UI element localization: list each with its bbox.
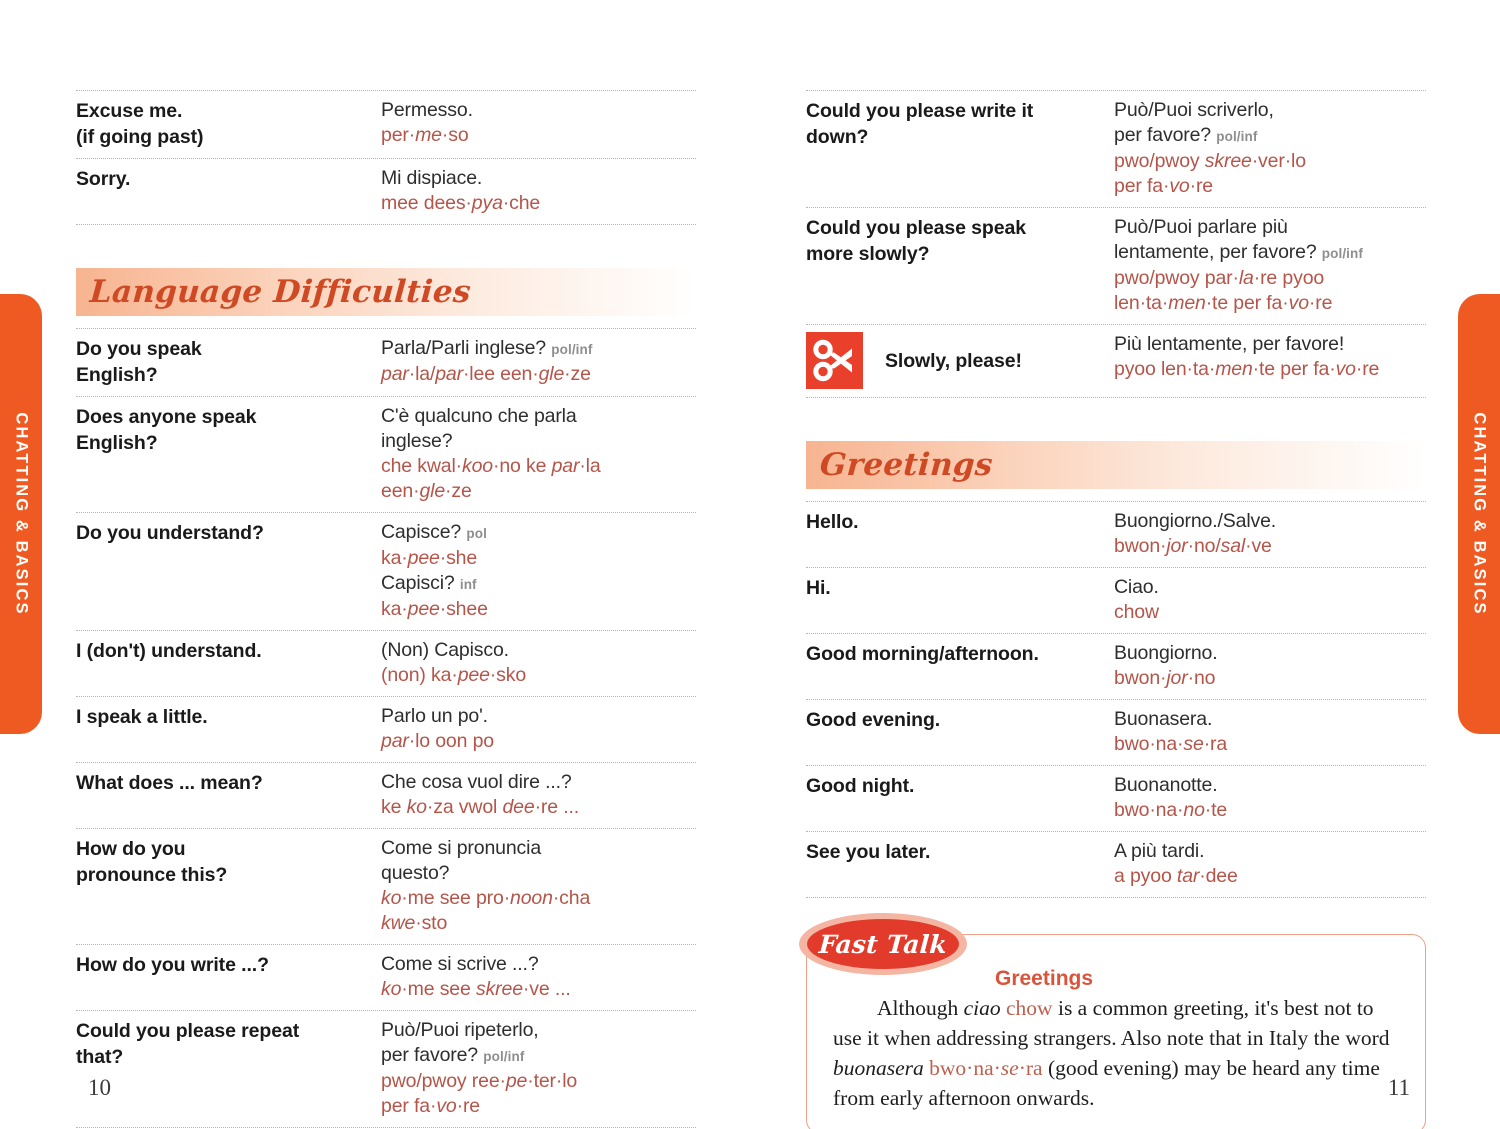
english-phrase: See you later. bbox=[806, 841, 931, 863]
phrase-row bbox=[76, 945, 696, 1011]
fast-talk-callout bbox=[806, 929, 1426, 1129]
register-tag: pol bbox=[466, 526, 487, 541]
italian-phrase-cell bbox=[381, 952, 696, 1002]
register-tag: pol/inf bbox=[1321, 246, 1363, 261]
pronunciation: ke ko·za vwol dee·re ... bbox=[381, 796, 580, 818]
english-phrase: Good morning/afternoon. bbox=[806, 643, 1039, 665]
italian-phrase-cell bbox=[1114, 641, 1426, 691]
italian-phrase-cell bbox=[1114, 215, 1426, 316]
italian-phrase-cell bbox=[381, 770, 696, 820]
english-phrase: Hi. bbox=[806, 577, 831, 599]
right-top-phrase-table bbox=[806, 90, 1426, 398]
english-phrase: I speak a little. bbox=[76, 706, 208, 728]
english-phrase-cell bbox=[76, 98, 381, 150]
english-phrase-cell bbox=[76, 952, 381, 978]
fast-talk-badge-label: Fast Talk bbox=[818, 929, 948, 959]
italian-phrase: A più tardi. bbox=[1114, 840, 1205, 862]
english-phrase-cell bbox=[806, 98, 1114, 150]
pronunciation: (non) ka·pee·sko bbox=[381, 664, 527, 686]
english-phrase-cell bbox=[76, 770, 381, 796]
italian-phrase-cell bbox=[1114, 98, 1426, 199]
english-phrase: Slowly, please! bbox=[885, 349, 1022, 372]
fast-talk-title: Greetings bbox=[995, 967, 1094, 990]
section-header-greetings bbox=[806, 441, 1426, 489]
phrase-row bbox=[806, 700, 1426, 766]
english-phrase-cell bbox=[76, 638, 381, 664]
language-difficulties-table bbox=[76, 328, 696, 1128]
english-phrase: Excuse me. (if going past) bbox=[76, 100, 204, 148]
italian-phrase: Buongiorno. bbox=[1114, 642, 1218, 664]
register-tag: pol/inf bbox=[1216, 129, 1258, 144]
italian-phrase: Buonanotte. bbox=[1114, 774, 1218, 796]
english-phrase: Could you please write it down? bbox=[806, 100, 1034, 148]
pronunciation: len·ta·men·te per fa·vo·re bbox=[1114, 292, 1333, 314]
phrase-row bbox=[806, 766, 1426, 832]
italian-phrase: Ciao. bbox=[1114, 576, 1159, 598]
english-phrase: Could you please speak more slowly? bbox=[806, 217, 1026, 265]
register-tag: inf bbox=[459, 577, 477, 592]
english-phrase: Could you please repeat that? bbox=[76, 1020, 300, 1068]
italian-phrase-cell bbox=[381, 638, 696, 688]
phrase-row bbox=[76, 91, 696, 159]
left-page bbox=[76, 90, 696, 1128]
pronunciation: een·gle·ze bbox=[381, 480, 472, 502]
english-phrase: I (don't) understand. bbox=[76, 640, 262, 662]
phrase-row bbox=[806, 634, 1426, 700]
english-phrase-cell bbox=[76, 520, 381, 546]
register-tag: pol/inf bbox=[483, 1049, 525, 1064]
italian-phrase: questo? bbox=[381, 862, 450, 884]
english-phrase: Do you speak English? bbox=[76, 338, 202, 386]
italian-phrase-cell bbox=[381, 1018, 696, 1119]
english-phrase: How do you write ...? bbox=[76, 954, 269, 976]
italian-phrase: Può/Puoi scriverlo, bbox=[1114, 99, 1274, 121]
phrase-row bbox=[806, 502, 1426, 568]
italian-phrase: Buonasera. bbox=[1114, 708, 1213, 730]
english-phrase-cell bbox=[76, 166, 381, 192]
side-tab-left-label: CHATTING & BASICS bbox=[12, 412, 31, 616]
phrase-row bbox=[76, 697, 696, 763]
english-phrase: Does anyone speak English? bbox=[76, 406, 257, 454]
pronunciation: mee dees·pya·che bbox=[381, 192, 541, 214]
phrase-row bbox=[76, 631, 696, 697]
italian-phrase-cell bbox=[1114, 773, 1426, 823]
left-top-phrase-table bbox=[76, 90, 696, 225]
pronunciation: pyoo len·ta·men·te per fa·vo·re bbox=[1114, 358, 1380, 380]
english-phrase-cell bbox=[806, 575, 1114, 601]
italian-phrase: Parlo un po'. bbox=[381, 705, 488, 727]
italian-phrase: Mi dispiace. bbox=[381, 167, 483, 189]
italian-phrase: Può/Puoi ripeterlo, bbox=[381, 1019, 539, 1041]
fast-talk-badge bbox=[799, 913, 967, 975]
pronunciation: per fa·vo·re bbox=[381, 1095, 480, 1117]
italian-phrase: Può/Puoi parlare più bbox=[1114, 216, 1288, 238]
italian-phrase: lentamente, per favore? pol/inf bbox=[1114, 241, 1363, 263]
english-phrase-cell bbox=[76, 836, 381, 888]
english-phrase-cell bbox=[76, 336, 381, 388]
english-phrase: Good night. bbox=[806, 775, 915, 797]
pronunciation: per·me·so bbox=[381, 124, 469, 146]
phrase-row bbox=[806, 208, 1426, 325]
italian-phrase-cell bbox=[381, 520, 696, 622]
pronunciation: pwo/pwoy skree·ver·lo bbox=[1114, 150, 1306, 172]
pronunciation: bwon·jor·no bbox=[1114, 667, 1216, 689]
pronunciation: ka·pee·she bbox=[381, 547, 478, 569]
pronunciation: pwo/pwoy ree·pe·ter·lo bbox=[381, 1070, 578, 1092]
pronunciation: ka·pee·shee bbox=[381, 598, 488, 620]
section-header-language-difficulties bbox=[76, 268, 696, 316]
page-number-left: 10 bbox=[88, 1075, 111, 1100]
italian-phrase-cell bbox=[381, 98, 696, 148]
phrase-row bbox=[76, 159, 696, 225]
phrase-row bbox=[76, 397, 696, 513]
scissors-icon bbox=[806, 332, 863, 389]
italian-phrase: C'è qualcuno che parla bbox=[381, 405, 577, 427]
page-number-right: 11 bbox=[1387, 1075, 1410, 1100]
phrase-row bbox=[806, 325, 1426, 398]
english-phrase-cell bbox=[806, 707, 1114, 733]
english-phrase: Hello. bbox=[806, 511, 859, 533]
pronunciation: ko·me see skree·ve ... bbox=[381, 978, 571, 1000]
phrase-row bbox=[76, 329, 696, 397]
italian-phrase-cell bbox=[1114, 839, 1426, 889]
italian-phrase-cell bbox=[1114, 575, 1426, 625]
english-phrase-cell bbox=[806, 839, 1114, 865]
italian-phrase-cell bbox=[381, 704, 696, 754]
side-tab-right-label: CHATTING & BASICS bbox=[1470, 412, 1489, 616]
italian-phrase: Parla/Parli inglese? pol/inf bbox=[381, 337, 593, 359]
side-tab-left[interactable] bbox=[0, 294, 42, 734]
italian-phrase-cell bbox=[381, 404, 696, 504]
side-tab-right[interactable] bbox=[1458, 294, 1500, 734]
english-phrase-cell bbox=[806, 215, 1114, 267]
english-phrase-cell bbox=[76, 404, 381, 456]
section-title: Greetings bbox=[818, 447, 994, 483]
pronunciation: par·la/par·lee een·gle·ze bbox=[381, 363, 591, 385]
english-phrase: What does ... mean? bbox=[76, 772, 263, 794]
cutout-phrase-cell bbox=[806, 332, 1114, 389]
italian-phrase-cell bbox=[1114, 707, 1426, 757]
phrase-row bbox=[76, 763, 696, 829]
pronunciation: bwo·na·no·te bbox=[1114, 799, 1228, 821]
pronunciation: pwo/pwoy par·la·re pyoo bbox=[1114, 267, 1325, 289]
pronunciation: che kwal·koo·no ke par·la bbox=[381, 455, 601, 477]
section-title: Language Difficulties bbox=[88, 274, 473, 310]
english-phrase-cell bbox=[806, 641, 1114, 667]
english-phrase: How do you pronounce this? bbox=[76, 838, 228, 886]
italian-phrase: Buongiorno./Salve. bbox=[1114, 510, 1277, 532]
italian-phrase-cell bbox=[381, 166, 696, 216]
italian-phrase: per favore? pol/inf bbox=[1114, 124, 1258, 146]
italian-phrase: Che cosa vuol dire ...? bbox=[381, 771, 572, 793]
pronunciation: kwe·sto bbox=[381, 912, 448, 934]
fast-talk-badge-inner bbox=[807, 919, 959, 969]
pronunciation: a pyoo tar·dee bbox=[1114, 865, 1238, 887]
italian-phrase: Permesso. bbox=[381, 99, 473, 121]
english-phrase-cell bbox=[76, 704, 381, 730]
right-page bbox=[806, 90, 1426, 1129]
phrase-row bbox=[806, 832, 1426, 898]
italian-phrase-cell bbox=[381, 836, 696, 936]
italian-phrase: per favore? pol/inf bbox=[381, 1044, 525, 1066]
english-phrase: Do you understand? bbox=[76, 522, 264, 544]
pronunciation: ko·me see pro·noon·cha bbox=[381, 887, 591, 909]
pronunciation: par·lo oon po bbox=[381, 730, 494, 752]
italian-phrase-cell bbox=[381, 336, 696, 387]
phrase-row bbox=[806, 568, 1426, 634]
italian-phrase: Come si pronuncia bbox=[381, 837, 542, 859]
english-phrase-cell bbox=[806, 509, 1114, 535]
register-tag: pol/inf bbox=[551, 342, 593, 357]
fast-talk-body: Although ciao chow is a common greeting, it's best not to use it when addressing strangers. Also note that in Italy the word buonasera bwo·na·se·ra (good evening) may be heard any time from early afternoon onwards. bbox=[833, 996, 1390, 1110]
english-phrase: Good evening. bbox=[806, 709, 941, 731]
italian-phrase: (Non) Capisco. bbox=[381, 639, 509, 661]
phrase-row bbox=[806, 91, 1426, 208]
english-phrase-cell bbox=[806, 773, 1114, 799]
italian-phrase-cell bbox=[1114, 332, 1426, 382]
phrase-row bbox=[76, 1011, 696, 1128]
pronunciation: bwo·na·se·ra bbox=[1114, 733, 1228, 755]
greetings-table bbox=[806, 501, 1426, 898]
pronunciation: chow bbox=[1114, 601, 1159, 623]
italian-phrase: Capisce? pol bbox=[381, 521, 487, 543]
pronunciation: per fa·vo·re bbox=[1114, 175, 1213, 197]
english-phrase: Sorry. bbox=[76, 168, 131, 190]
phrase-row bbox=[76, 829, 696, 945]
italian-phrase-cell bbox=[1114, 509, 1426, 559]
italian-phrase: Come si scrive ...? bbox=[381, 953, 539, 975]
italian-phrase: inglese? bbox=[381, 430, 453, 452]
italian-phrase: Più lentamente, per favore! bbox=[1114, 333, 1345, 355]
phrase-row bbox=[76, 513, 696, 631]
english-phrase-cell bbox=[76, 1018, 381, 1070]
pronunciation: bwon·jor·no/sal·ve bbox=[1114, 535, 1272, 557]
italian-phrase: Capisci? inf bbox=[381, 572, 477, 594]
